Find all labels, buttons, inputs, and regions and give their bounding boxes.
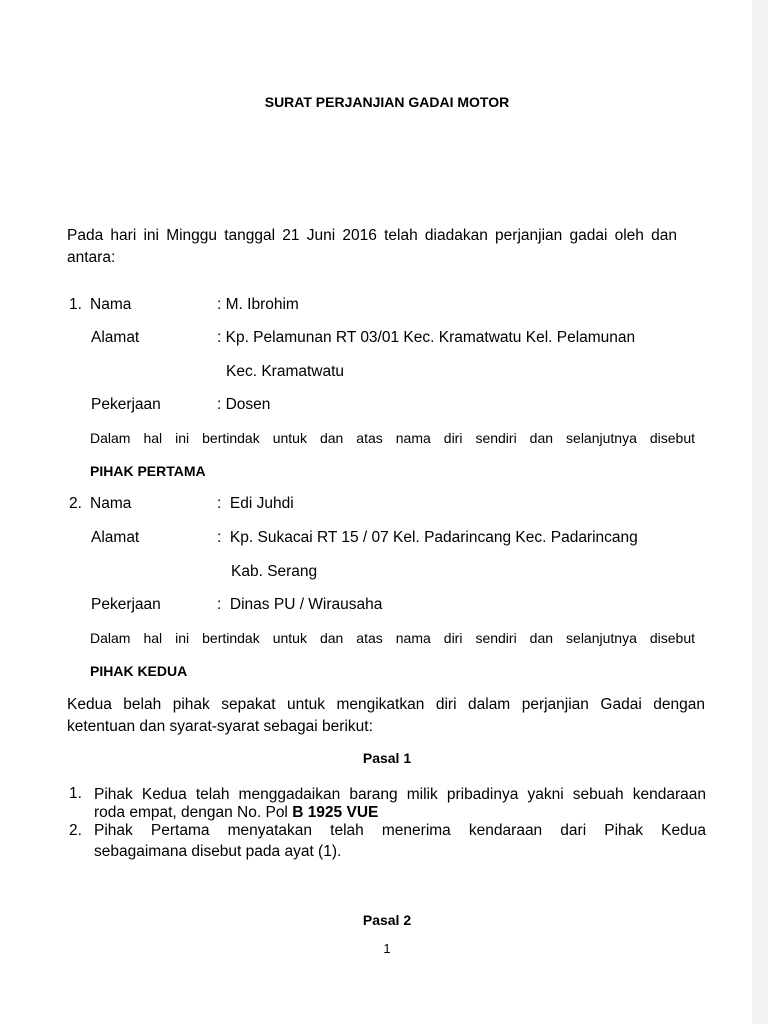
party2-name-label: Nama: [90, 495, 132, 512]
party2-name-value: : Edi Juhdi: [217, 495, 294, 512]
vehicle-plate-number: B 1925 VUE: [292, 804, 379, 821]
pasal1-item2-line2: sebagaimana disebut pada ayat (1).: [94, 843, 342, 860]
pasal2-heading: Pasal 2: [362, 912, 412, 928]
party1-address-label: Alamat: [91, 329, 140, 346]
agreement-line-1: Kedua belah pihak sepakat untuk mengikatkan diri dalam perjanjian Gadai dengan: [67, 696, 705, 713]
pasal1-item2-number: 2.: [69, 822, 82, 839]
party2-number: 2.: [69, 495, 82, 512]
party2-address-label: Alamat: [91, 529, 140, 546]
pasal1-item2-line1: Pihak Pertama menyatakan telah menerima kendaraan dari Pihak Kedua: [94, 822, 706, 839]
party1-statement: Dalam hal ini bertindak untuk dan atas nama diri sendiri dan selanjutnya disebut: [90, 430, 695, 446]
party1-name-value: : M. Ibrohim: [217, 296, 299, 313]
party2-statement: Dalam hal ini bertindak untuk dan atas nama diri sendiri dan selanjutnya disebut: [90, 630, 695, 646]
party1-job-label: Pekerjaan: [91, 396, 161, 413]
party1-name-label: Nama: [90, 296, 132, 313]
pasal1-item1-line1: Pihak Kedua telah menggadaikan barang milik pribadinya yakni sebuah kendaraan: [94, 786, 706, 803]
party2-address-value-2: Kab. Serang: [231, 563, 318, 580]
party1-address-value-2: Kec. Kramatwatu: [226, 363, 345, 380]
party1-designation: PIHAK PERTAMA: [90, 463, 206, 479]
party1-address-value-1: : Kp. Pelamunan RT 03/01 Kec. Kramatwatu Kel. Pelamunan: [217, 329, 636, 346]
party1-number: 1.: [69, 296, 82, 313]
pasal1-item1-line2-text: roda empat, dengan No. Pol: [94, 804, 293, 821]
party2-job-value: : Dinas PU / Wirausaha: [217, 596, 383, 613]
intro-line-2: antara:: [67, 249, 116, 266]
party2-address-value-1: : Kp. Sukacai RT 15 / 07 Kel. Padarincang Kec. Padarincang: [217, 529, 638, 546]
document-title: SURAT PERJANJIAN GADAI MOTOR: [264, 94, 510, 110]
party2-job-label: Pekerjaan: [91, 596, 161, 613]
party2-designation: PIHAK KEDUA: [90, 663, 188, 679]
pasal1-heading: Pasal 1: [362, 750, 412, 766]
pasal1-item1-number: 1.: [69, 785, 82, 802]
pasal1-item1-line2: [94, 803, 378, 823]
intro-line-1: Pada hari ini Minggu tanggal 21 Juni 2016 telah diadakan perjanjian gadai oleh dan: [67, 227, 677, 244]
party1-job-value: : Dosen: [217, 396, 271, 413]
page-number: 1: [383, 941, 391, 956]
agreement-line-2: ketentuan dan syarat-syarat sebagai berikut:: [67, 718, 373, 735]
